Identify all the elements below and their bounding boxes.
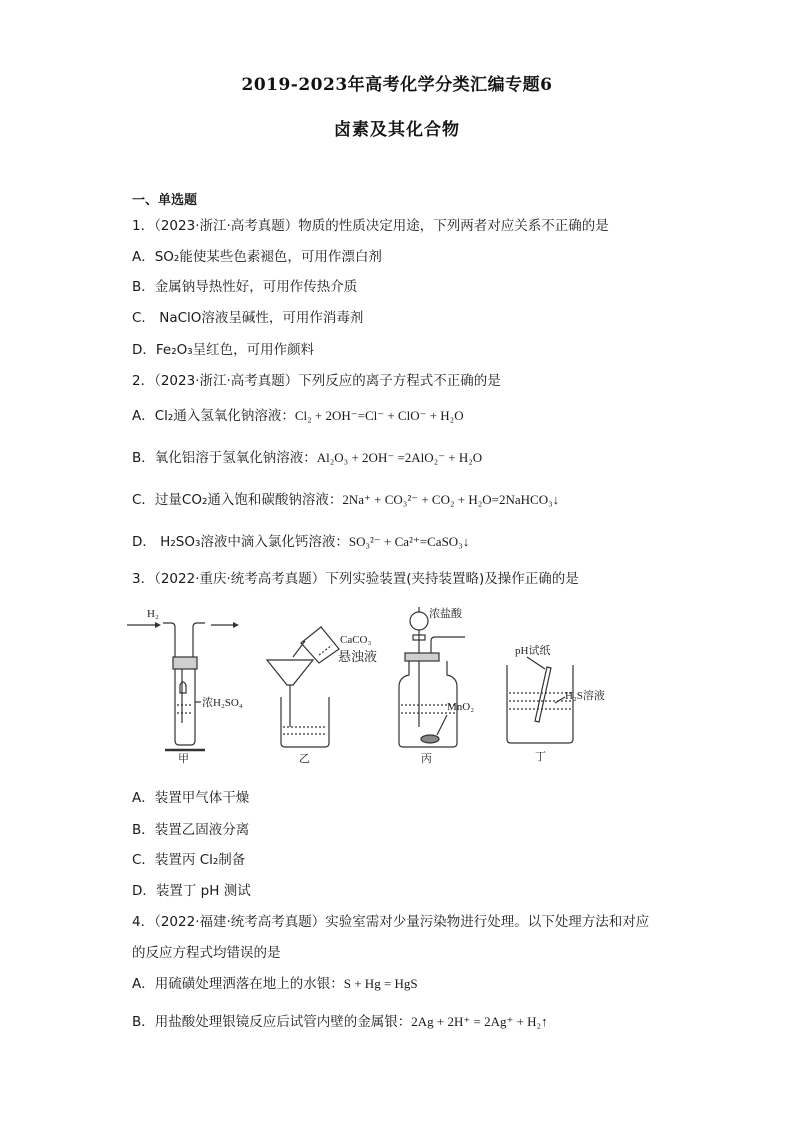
separatory-funnel-bulb [410, 612, 428, 630]
tube-bulb [180, 682, 186, 693]
ph-paper-strip [535, 667, 551, 722]
q2-option-a-label: A．Cl₂通入氢氧化钠溶液： [132, 408, 295, 424]
label-h2s-solution: H₂S溶液 [565, 690, 605, 702]
q3-option-c: C．装置丙 Cl₂制备 [132, 852, 246, 868]
q4-option-a [132, 972, 418, 992]
label-leader-h2s [555, 697, 565, 703]
q4-stem-line1: 4．（2022·福建·统考高考真题）实验室需对少量污染物进行处理。以下处理方法和对应 [132, 914, 650, 930]
funnel [267, 660, 313, 685]
q2-option-a-equation: Cl₂ + 2OH⁻=Cl⁻ + ClO⁻ + H₂O [294, 408, 464, 423]
q3-stem: 3．（2022·重庆·统考高考真题）下列实验装置(夹持装置略)及操作正确的是 [132, 571, 579, 587]
q2-stem: 2．（2023·浙江·高考真题）下列反应的离子方程式不正确的是 [132, 373, 501, 389]
apparatus-yi [267, 627, 339, 747]
q1-option-a: A．SO₂能使某些色素褪色，可用作漂白剂 [132, 249, 382, 265]
apparatus-bing [399, 607, 465, 747]
beaker-receiving [281, 697, 329, 747]
label-h2: H₂ [147, 608, 159, 620]
label-ding: 丁 [535, 751, 546, 763]
q2-option-d [132, 530, 469, 550]
apparatus-jia [127, 622, 239, 750]
apparatus-ding [507, 657, 573, 743]
q1-option-c: C． NaClO溶液呈碱性，可用作消毒剂 [132, 310, 364, 326]
label-ph-paper: pH试纸 [515, 645, 551, 657]
document-title: 2019-2023年高考化学分类汇编专题6 [241, 75, 553, 95]
apparatus-diagram [125, 605, 645, 765]
q1-stem: 1．（2023·浙江·高考真题）物质的性质决定用途，下列两者对应关系不正确的是 [132, 218, 609, 234]
q2-option-b-label: B．氧化铝溶于氢氧化钠溶液： [132, 450, 317, 466]
inlet-tube [163, 623, 175, 657]
flask-stopper [405, 653, 439, 661]
beaker-ding [507, 665, 573, 743]
label-jia: 甲 [178, 753, 189, 765]
label-leader-mno2 [437, 715, 447, 735]
q2-option-c-label: C．过量CO₂通入饱和碳酸钠溶液： [132, 492, 343, 508]
q4-option-a-equation: S + Hg = HgS [343, 976, 418, 991]
q2-option-b-equation: Al₂O₃ + 2OH⁻ =2AlO₂⁻ + H₂O [316, 450, 483, 465]
q3-option-b: B．装置乙固液分离 [132, 822, 250, 838]
q4-option-a-label: A．用硫磺处理洒落在地上的水银： [132, 976, 344, 992]
mno2-solid [421, 735, 439, 743]
q3-option-a: A．装置甲气体干燥 [132, 790, 250, 806]
q1-option-d: D．Fe₂O₃呈红色，可用作颜料 [132, 342, 315, 358]
outlet-tube [193, 623, 205, 657]
q3-option-d: D．装置丁 pH 测试 [132, 883, 251, 899]
label-mno2: MnO₂ [447, 701, 475, 713]
gas-outlet-arrowhead [233, 622, 239, 628]
q2-option-d-label: D． H₂SO₃溶液中滴入氯化钙溶液： [132, 534, 349, 550]
q2-option-c [132, 488, 559, 508]
rubber-stopper [173, 657, 197, 669]
q4-option-b-equation: 2Ag + 2H⁺ = 2Ag⁺ + H₂↑ [411, 1014, 548, 1029]
q2-option-b [132, 446, 482, 466]
suspension-level [319, 645, 332, 655]
q2-option-d-equation: SO₃²⁻ + Ca²⁺=CaSO₃↓ [348, 534, 470, 549]
gas-delivery-tube [431, 637, 465, 653]
label-bing: 丙 [421, 753, 432, 765]
q4-stem-line2: 的反应方程式均错误的是 [132, 945, 281, 961]
q4-option-b [132, 1010, 548, 1030]
label-conc-hcl: 浓盐酸 [429, 608, 462, 620]
label-suspension: 悬浊液 [338, 649, 378, 664]
q1-option-b: B．金属钠导热性好，可用作传热介质 [132, 279, 358, 295]
drying-tube-body [175, 669, 195, 745]
q4-option-b-label: B．用盐酸处理银镜反应后试管内壁的金属银： [132, 1014, 412, 1030]
q2-option-c-equation: 2Na⁺ + CO₃²⁻ + CO₂ + H₂O=2NaHCO₃↓ [342, 492, 560, 507]
label-conc-h2so4: 浓H₂SO₄ [202, 697, 243, 709]
gas-inlet-arrowhead [155, 622, 161, 628]
q2-option-a [132, 404, 464, 424]
document-subtitle: 卤素及其化合物 [334, 120, 460, 140]
pour-stream [293, 641, 305, 657]
pouring-beaker [301, 627, 339, 663]
section-heading: 一、单选题 [132, 193, 198, 208]
label-yi: 乙 [299, 753, 310, 765]
label-caco3: CaCO₃ [340, 634, 372, 646]
label-leader-ph [527, 657, 545, 669]
